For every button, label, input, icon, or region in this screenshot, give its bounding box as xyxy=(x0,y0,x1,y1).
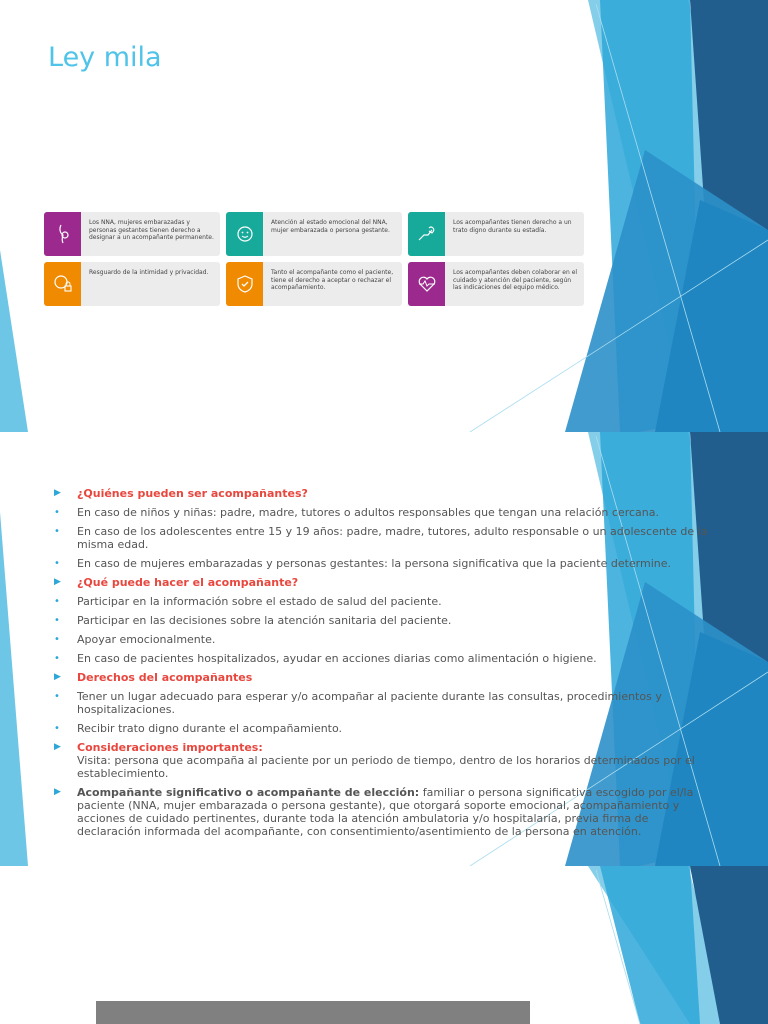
dot-bullet-icon: • xyxy=(54,723,60,734)
slide-2-content xyxy=(54,487,710,844)
list-item xyxy=(54,722,710,735)
card-text: Los acompañantes deben colaborar en el cuidado y atención del paciente, según las indicaciones del equipo médico. xyxy=(453,269,578,292)
rights-card xyxy=(408,262,584,306)
dot-bullet-icon: • xyxy=(54,526,60,537)
dot-bullet-icon: • xyxy=(54,615,60,626)
gray-bar xyxy=(96,1001,530,1024)
emotional-face-icon xyxy=(233,222,257,246)
pregnant-person-icon xyxy=(51,222,75,246)
dot-bullet-icon: • xyxy=(54,558,60,569)
item-text: En caso de pacientes hospitalizados, ayudar en acciones diarias como alimentación o higiene. xyxy=(77,652,597,665)
card-text: Tanto el acompañante como el paciente, tiene el derecho a aceptar o rechazar el acompañamiento. xyxy=(271,269,394,292)
rights-card xyxy=(44,212,220,256)
item-text: Tener un lugar adecuado para esperar y/o acompañar al paciente durante las consultas, procedimientos y hospitalizaciones. xyxy=(77,690,662,716)
slide-title: Ley mila xyxy=(48,42,162,73)
list-item xyxy=(54,525,710,551)
card-icon-box xyxy=(226,212,263,256)
triangle-bullet-icon: ▶ xyxy=(54,577,61,587)
list-item xyxy=(54,786,710,838)
dot-bullet-icon: • xyxy=(54,596,60,607)
slide-2 xyxy=(0,432,768,866)
section-heading: ¿Qué puede hacer el acompañante? xyxy=(77,576,299,589)
section-heading: ¿Quiénes pueden ser acompañantes? xyxy=(77,487,308,500)
triangle-bullet-icon: ▶ xyxy=(54,742,61,752)
section-heading: Consideraciones importantes: xyxy=(77,741,263,754)
triangle-bullet-icon: ▶ xyxy=(54,488,61,498)
list-item xyxy=(54,506,710,519)
item-text: En caso de mujeres embarazadas y personas gestantes: la persona significativa que la paciente determine. xyxy=(77,557,672,570)
list-item xyxy=(54,633,710,646)
list-item xyxy=(54,741,710,780)
card-icon-box xyxy=(44,262,81,306)
card-text: Resguardo de la intimidad y privacidad. xyxy=(89,269,209,276)
caring-hand-icon xyxy=(415,222,439,246)
card-text: Los NNA, mujeres embarazadas y personas gestantes tienen derecho a designar a un acompañante permanente. xyxy=(89,219,214,242)
check-shield-icon xyxy=(233,272,257,296)
dot-bullet-icon: • xyxy=(54,634,60,645)
item-text: Apoyar emocionalmente. xyxy=(77,633,216,646)
list-item xyxy=(54,595,710,608)
list-item xyxy=(54,652,710,665)
list-item xyxy=(54,557,710,570)
card-icon-box xyxy=(408,262,445,306)
slide-1 xyxy=(0,0,768,432)
list-item xyxy=(54,576,710,589)
item-text: En caso de niños y niñas: padre, madre, tutores o adultos responsables que tengan una relación cercana. xyxy=(77,506,659,519)
triangle-bullet-icon: ▶ xyxy=(54,787,61,797)
privacy-lock-icon xyxy=(51,272,75,296)
triangle-bullet-icon: ▶ xyxy=(54,672,61,682)
rights-card xyxy=(226,212,402,256)
list-item xyxy=(54,671,710,684)
card-icon-box xyxy=(44,212,81,256)
dot-bullet-icon: • xyxy=(54,507,60,518)
slide-3 xyxy=(0,866,768,1024)
list-item xyxy=(54,690,710,716)
card-icon-box xyxy=(408,212,445,256)
item-text: En caso de los adolescentes entre 15 y 19 años: padre, madre, tutores, adulto responsable o un adolescente de la misma edad. xyxy=(77,525,708,551)
item-text: Recibir trato digno durante el acompañamiento. xyxy=(77,722,343,735)
dot-bullet-icon: • xyxy=(54,653,60,664)
list-item xyxy=(54,614,710,627)
rights-card xyxy=(226,262,402,306)
item-text: Participar en las decisiones sobre la atención sanitaria del paciente. xyxy=(77,614,452,627)
item-text: familiar o persona significativa escogido por el/la paciente (NNA, mujer embarazada o persona gestante), que otorgará soporte emocional, acompañamiento y acciones de cuidado pertinentes, durante toda la atención ambulatoria y/o hospitalaria, previa firma de declaración informada del acompañante, con consentimiento/asentimiento de la persona en atención. xyxy=(77,786,694,838)
heart-pulse-icon xyxy=(415,272,439,296)
card-text: Atención al estado emocional del NNA, mujer embarazada o persona gestante. xyxy=(271,219,390,234)
rights-card xyxy=(408,212,584,256)
card-icon-box xyxy=(226,262,263,306)
section-heading: Derechos del acompañantes xyxy=(77,671,253,684)
item-text: Visita: persona que acompaña al paciente por un periodo de tiempo, dentro de los horarios determinados por el establecimiento. xyxy=(77,754,695,780)
dot-bullet-icon: • xyxy=(54,691,60,702)
item-bold-lead: Acompañante significativo o acompañante de elección: xyxy=(77,786,420,799)
item-text: Participar en la información sobre el estado de salud del paciente. xyxy=(77,595,442,608)
rights-card xyxy=(44,262,220,306)
card-text: Los acompañantes tienen derecho a un trato digno durante su estadía. xyxy=(453,219,572,234)
list-item xyxy=(54,487,710,500)
